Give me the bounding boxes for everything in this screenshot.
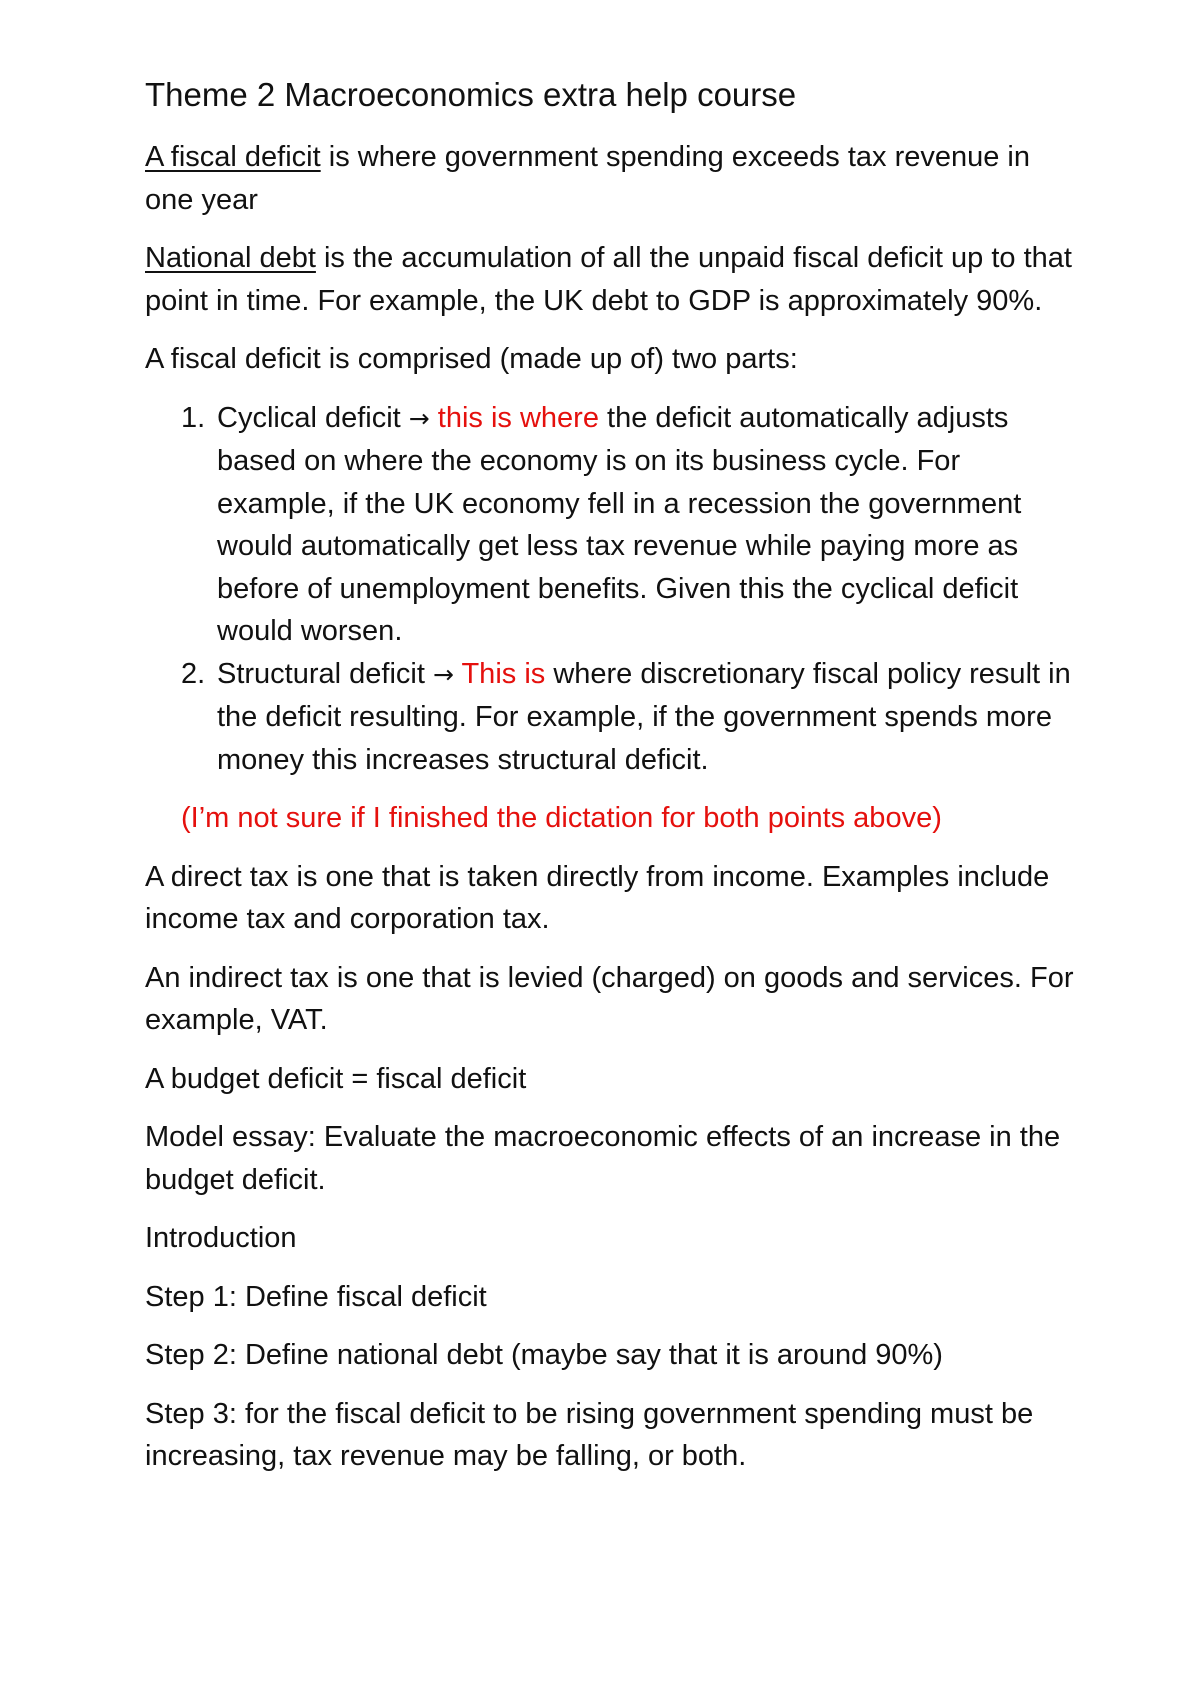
list-item-text: the deficit automatically adjusts based on where the economy is on its business cycle. For example, if the UK economy fell in a recession the government would automatically get less tax revenue while paying more as before of unemployment benefits. Given this the cyclical deficit would worsen. [217,401,1022,647]
national-debt-text: is the accumulation of all the unpaid fiscal deficit up to that point in time. For example, the UK debt to GDP is approximately 90%. [145,242,1072,317]
list-item-text: where discretionary fiscal policy result in the deficit resulting. For example, if the government spends more money this increases structural deficit. [217,657,1071,776]
fiscal-deficit-term: A fiscal deficit [145,141,321,173]
red-highlight: this is where [429,401,599,434]
list-item-label: Structural deficit [217,657,433,690]
list-item-cyclical-deficit [145,397,1075,653]
document-title: Theme 2 Macroeconomics extra help course [145,76,797,113]
list-item-structural-deficit [145,653,1075,782]
list-number: 2. [181,657,206,690]
direct-tax-paragraph: A direct tax is one that is taken directly from income. Examples include income tax and corporation tax. [145,860,1050,935]
document-page [145,70,1075,1494]
step-3: Step 3: for the fiscal deficit to be rising government spending must be increasing, tax revenue may be falling, or both. [145,1397,1034,1472]
national-debt-definition [145,237,1075,322]
national-debt-term: National debt [145,242,316,274]
budget-deficit-line: A budget deficit = fiscal deficit [145,1062,527,1095]
model-essay-paragraph: Model essay: Evaluate the macroeconomic effects of an increase in the budget deficit. [145,1121,1061,1196]
indirect-tax-paragraph: An indirect tax is one that is levied (charged) on goods and services. For example, VAT. [145,961,1074,1036]
fiscal-deficit-text: is where government spending exceeds tax revenue in one year [145,141,1030,216]
two-parts-intro: A fiscal deficit is comprised (made up of) two parts: [145,343,798,375]
step-1: Step 1: Define fiscal deficit [145,1280,487,1313]
list-item-label: Cyclical deficit [217,401,409,434]
dictation-note: (I’m not sure if I finished the dictation for both points above) [181,802,942,834]
step-2: Step 2: Define national debt (maybe say that it is around 90%) [145,1339,943,1371]
deficit-parts-list [145,397,1075,782]
red-highlight: This is [453,657,546,690]
right-arrow-icon: → [408,403,430,433]
introduction-heading: Introduction [145,1222,297,1254]
right-arrow-icon: → [432,659,454,689]
fiscal-deficit-definition [145,136,1075,221]
list-number: 1. [181,401,206,434]
